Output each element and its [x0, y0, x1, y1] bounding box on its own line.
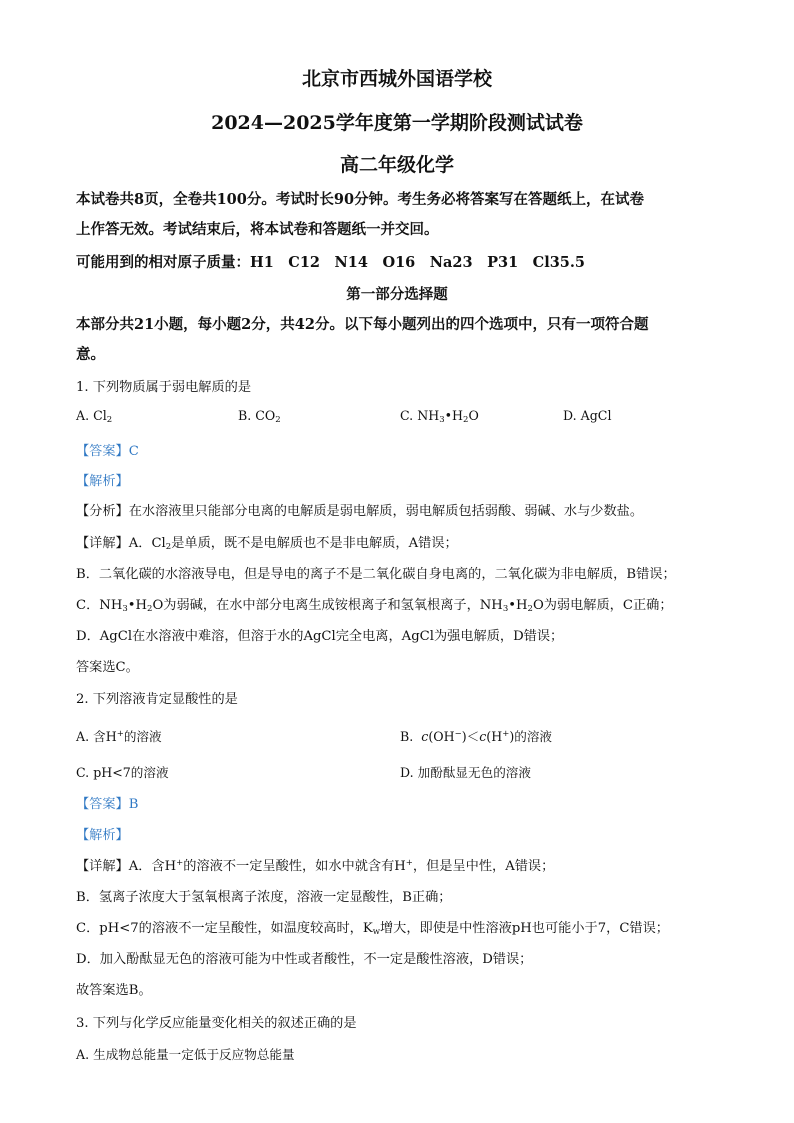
q3-option-a: A. 生成物总能量一定低于反应物总能量 — [76, 1047, 295, 1062]
q2-option-b: B. c(OH−)＜c(H+)的溶液 — [400, 729, 553, 744]
q2-answer: 【答案】B — [76, 797, 139, 812]
q2-option-d: D. 加酚酞显无色的溶液 — [400, 765, 531, 780]
exam-title: 2024—2025学年度第一学期阶段测试试卷 — [211, 112, 583, 134]
q2-conclusion: 故答案选B。 — [76, 983, 152, 998]
q2-jiexi-label: 【解析】 — [76, 828, 129, 843]
subject-title: 高二年级化学 — [339, 154, 454, 176]
q1-option-b: B. $CO_2$ — [238, 408, 281, 425]
q1-stem: 1. 下列物质属于弱电解质的是 — [76, 380, 252, 395]
q1-answer: 【答案】C — [76, 444, 139, 459]
intro-line-2: 上作答无效。考试结束后，将本试卷和答题纸一并交回。 — [76, 221, 439, 238]
q1-option-c: C. $NH_3•H_2O$ — [400, 408, 479, 425]
atomic-masses: 可能用到的相对原子质量：H1 C12 N14 O16 Na23 P31 Cl35.5 — [76, 254, 586, 271]
q1-jiexi-label: 【解析】 — [76, 474, 129, 489]
q1-detail-c: C．$NH_3•H_2O$为弱碱，在水中部分电离生成铵根离子和氢氧根离子，$NH_3•H_2O$为弱电解质，C正确； — [76, 598, 673, 614]
q2-option-a: A. 含H+的溶液 — [76, 729, 162, 744]
q2-detail-c: C．pH<7的溶液不一定呈酸性，如温度较高时，$K_w$增大，即使是中性溶液pH也可能小于7，C错误； — [76, 921, 669, 937]
intro-line-1: 本试卷共8页，全卷共100分。考试时长90分钟。考生务必将答案写在答题纸上，在试卷 — [76, 191, 645, 208]
q1-option-d: D. AgCl — [563, 408, 612, 423]
q1-conclusion: 答案选C。 — [76, 660, 139, 675]
q2-stem: 2. 下列溶液肯定显酸性的是 — [76, 692, 238, 707]
q1-option-a: A. $Cl_2$ — [76, 408, 113, 425]
q2-option-c: C. pH<7的溶液 — [76, 765, 169, 780]
q1-detail-a: 【详解】A．$Cl_2$是单质，既不是电解质也不是非电解质，A错误； — [76, 536, 458, 552]
section-desc-2: 意。 — [76, 346, 105, 363]
q1-detail-b: B．二氧化碳的水溶液导电，但是导电的离子不是二氧化碳自身电离的，二氧化碳为非电解质，B错误； — [76, 567, 676, 582]
q2-detail-b: B．氢离子浓度大于氢氧根离子浓度，溶液一定显酸性，B正确； — [76, 890, 452, 905]
q3-stem: 3. 下列与化学反应能量变化相关的叙述正确的是 — [76, 1016, 357, 1031]
q1-detail-d: D．AgCl在水溶液中难溶，但溶于水的AgCl完全电离，AgCl为强电解质，D错误； — [76, 629, 564, 644]
school-title: 北京市西城外国语学校 — [301, 68, 492, 90]
q1-analysis: 【分析】在水溶液里只能部分电离的电解质是弱电解质，弱电解质包括弱酸、弱碱、水与少数盐。 — [76, 504, 644, 519]
q2-detail-d: D．加入酚酞显无色的溶液可能为中性或者酸性，不一定是酸性溶液，D错误； — [76, 952, 533, 967]
q2-detail-a: 【详解】A．含H+的溶液不一定呈酸性，如水中就含有H+，但是呈中性，A错误； — [76, 858, 555, 874]
section-desc-1: 本部分共21小题，每小题2分，共42分。以下每小题列出的四个选项中，只有一项符合题 — [76, 316, 649, 333]
section-title: 第一部分选择题 — [346, 286, 448, 303]
